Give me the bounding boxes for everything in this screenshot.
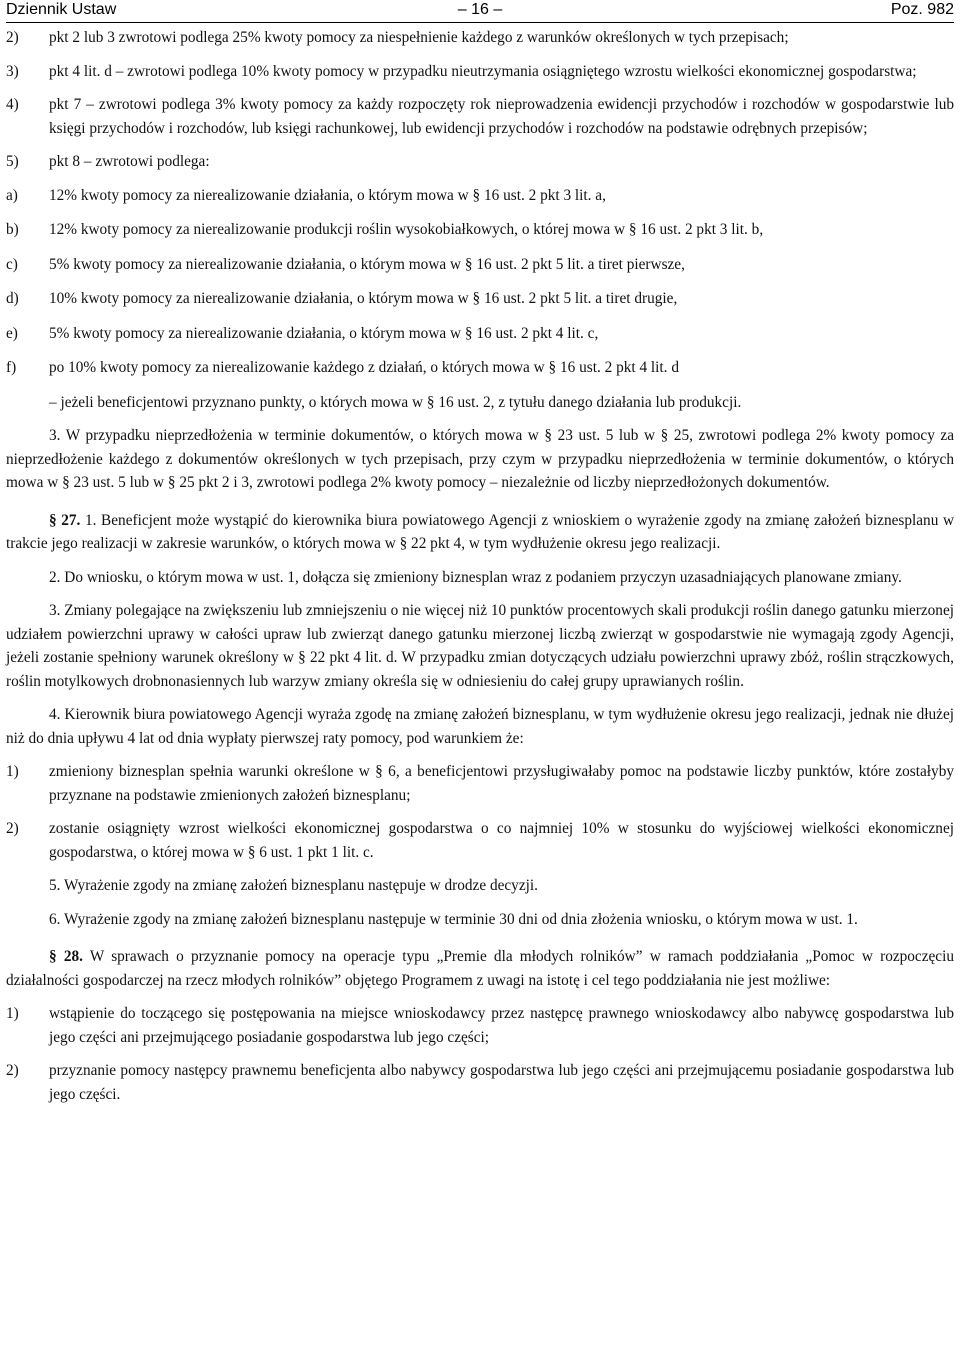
sublist-item-text: 5% kwoty pomocy za nierealizowanie działania, o którym mowa w § 16 ust. 2 pkt 5 lit. a tiret pierwsze,	[49, 255, 685, 273]
list-item-text: pkt 4 lit. d – zwrotowi podlega 10% kwoty pomocy w przypadku nieutrzymania osiągniętego wzrostu wielkości ekonomicznej gospodarstwa;	[49, 62, 917, 80]
document-body	[6, 26, 954, 1106]
list-item	[6, 93, 954, 140]
list-item-text: pkt 2 lub 3 zwrotowi podlega 25% kwoty pomocy za niespełnienie każdego z warunków określonych w tych przepisach;	[49, 29, 789, 46]
section-28-paragraph-text: W sprawach o przyznanie pomocy na operacje typu „Premie dla młodych rolników” w ramach poddziałania „Pomoc w rozpoczęciu działalności gospodarczej na rzecz młodych rolników” objętego Programem z uwagi na istotę i cel tego poddziałania nie jest możliwe:	[6, 948, 954, 989]
section-27-paragraph-4: 4. Kierownik biura powiatowego Agencji wyraża zgodę na zmianę założeń biznesplanu, w tym wydłużenie okresu jego realizacji, jednak nie dłużej niż do dnia upływu 4 lat od dnia wypłaty pierwszej raty pomocy, pod warunkiem że:	[6, 706, 954, 747]
section-28-paragraph	[6, 945, 954, 992]
sublist-item-text: 10% kwoty pomocy za nierealizowanie działania, o którym mowa w § 16 ust. 2 pkt 5 lit. a tiret drugie,	[49, 290, 678, 307]
list-item-number: 3)	[6, 62, 19, 80]
sublist-item-text: po 10% kwoty pomocy za nierealizowanie każdego z działań, o których mowa w § 16 ust. 2 pkt 4 lit. d	[49, 359, 679, 376]
sublist-item-letter: c)	[6, 255, 18, 273]
sublist-item	[6, 287, 954, 311]
list-item	[6, 150, 954, 174]
sublist-item-letter: b)	[6, 221, 19, 238]
paragraph-3: 3. W przypadku nieprzedłożenia w terminie dokumentów, o których mowa w § 23 ust. 5 lub w § 25, zwrotowi podlega 2% kwoty pomocy za nieprzedłożenie każdego z dokumentów określonych w tych przepisach, przy czym w przypadku nieprzedłożenia w terminie dokumentów, o których mowa w § 23 ust. 5 lub w § 25 pkt 2 i 3, zwrotowi podlega 2% kwoty pomocy – niezależnie od liczby nieprzedłożonych dokumentów.	[6, 427, 954, 491]
section-28-number: § 28.	[49, 948, 83, 965]
section-27-paragraph-2: 2. Do wniosku, o którym mowa w ust. 1, dołącza się zmieniony biznesplan wraz z podaniem przyczyn uzasadniających planowane zmiany.	[49, 568, 902, 586]
list-item	[6, 26, 954, 50]
sublist-item-letter: d)	[6, 290, 19, 307]
sublist-item-letter: a)	[6, 186, 18, 204]
list-item-number: 4)	[6, 96, 19, 113]
list-item-text: zmieniony biznesplan spełnia warunki określone w § 6, a beneficjentowi przysługiwałaby pomoc na podstawie liczby punktów, które zostałyby przyznane na podstawie zmienionych założeń biznesplanu;	[49, 763, 954, 804]
sublist-item	[6, 356, 954, 380]
list-item-text: pkt 7 – zwrotowi podlega 3% kwoty pomocy za każdy rozpoczęty rok nieprowadzenia ewidencji przychodów i rozchodów w gospodarstwie lub księgi przychodów i rozchodów, lub księgi rachunkowej, lub ewidencji przychodów i rozchodów na podstawie odrębnych przepisów;	[49, 96, 954, 137]
section-27-paragraph-1-text: 1. Beneficjent może wystąpić do kierownika biura powiatowego Agencji z wnioskiem o wyrażenie zgody na zmianę założeń biznesplanu w trakcie jego realizacji w zakresie warunków, o których mowa w § 22 pkt 4, w tym wydłużenie okresu jego realizacji.	[6, 511, 954, 552]
list-item	[6, 1059, 954, 1106]
sublist-item-text: 12% kwoty pomocy za nierealizowanie działania, o którym mowa w § 16 ust. 2 pkt 3 lit. a,	[49, 186, 606, 204]
list-item-number: 2)	[6, 1062, 19, 1079]
list-item-number: 2)	[6, 29, 19, 46]
section-27-paragraph-5: 5. Wyrażenie zgody na zmianę założeń biznesplanu następuje w drodze decyzji.	[49, 877, 538, 894]
section-27-paragraph-1	[6, 509, 954, 556]
list-item	[6, 817, 954, 864]
list-item-number: 2)	[6, 820, 19, 837]
sublist-item-letter: e)	[6, 324, 18, 342]
dash-clause: – jeżeli beneficjentowi przyznano punkty, o których mowa w § 16 ust. 2, z tytułu danego działania lub produkcji.	[49, 393, 742, 411]
list-item	[6, 760, 954, 807]
list-item-text: przyznanie pomocy następcy prawnemu beneficjenta albo nabywcy gospodarstwa lub jego części ani przejmującemu posiadanie gospodarstwa lub jego części.	[49, 1062, 954, 1103]
sublist-item-letter: f)	[6, 359, 17, 376]
journal-title: Dziennik Ustaw	[6, 1, 117, 18]
sublist-item	[6, 322, 954, 346]
sublist-item-text: 12% kwoty pomocy za nierealizowanie produkcji roślin wysokobiałkowych, o której mowa w § 16 ust. 2 pkt 3 lit. b,	[49, 221, 764, 238]
sublist-item	[6, 218, 954, 242]
page-header	[6, 0, 954, 23]
page-number: – 16 –	[457, 1, 503, 18]
list-item	[6, 1002, 954, 1049]
section-27-paragraph-3: 3. Zmiany polegające na zwiększeniu lub zmniejszeniu o nie więcej niż 10 punktów procentowych skali produkcji roślin danego gatunku mierzonej udziałem powierzchni uprawy w całości upraw lub zwierząt danego gatunku mierzonej liczbą zwierząt w gospodarstwie nie wymagają zgody Agencji, jeżeli zostanie spełniony warunek określony w § 22 pkt 4 lit. d. W przypadku zmian dotyczących udziału powierzchni uprawy zbóż, roślin strączkowych, roślin motylkowych drobnonasiennych lub warzyw zmiany określa się w odniesieniu do całej grupy uprawianych roślin.	[6, 602, 954, 690]
list-item-text: pkt 8 – zwrotowi podlega:	[49, 153, 210, 170]
list-item-number: 5)	[6, 153, 19, 170]
list-item	[6, 60, 954, 84]
sublist-item-text: 5% kwoty pomocy za nierealizowanie działania, o którym mowa w § 16 ust. 2 pkt 4 lit. c,	[49, 324, 599, 342]
section-27-paragraph-6: 6. Wyrażenie zgody na zmianę założeń biznesplanu następuje w terminie 30 dni od dnia złożenia wniosku, o którym mowa w ust. 1.	[49, 910, 858, 928]
section-27-number: § 27.	[49, 511, 81, 529]
sublist-item	[6, 253, 954, 277]
list-item-text: wstąpienie do toczącego się postępowania na miejsce wnioskodawcy przez następcę prawnego wnioskodawcy albo nabywcę gospodarstwa lub jego części ani przejmującego posiadanie gospodarstwa lub jego części;	[49, 1005, 954, 1046]
position-number: Poz. 982	[890, 1, 954, 18]
list-item-text: zostanie osiągnięty wzrost wielkości ekonomicznej gospodarstwa o co najmniej 10% w stosunku do wyjściowej wielkości ekonomicznej gospodarstwa, o której mowa w § 6 ust. 1 pkt 1 lit. c.	[49, 820, 954, 861]
list-item-number: 1)	[6, 1005, 19, 1022]
list-item-number: 1)	[6, 763, 19, 780]
sublist-item	[6, 184, 954, 208]
